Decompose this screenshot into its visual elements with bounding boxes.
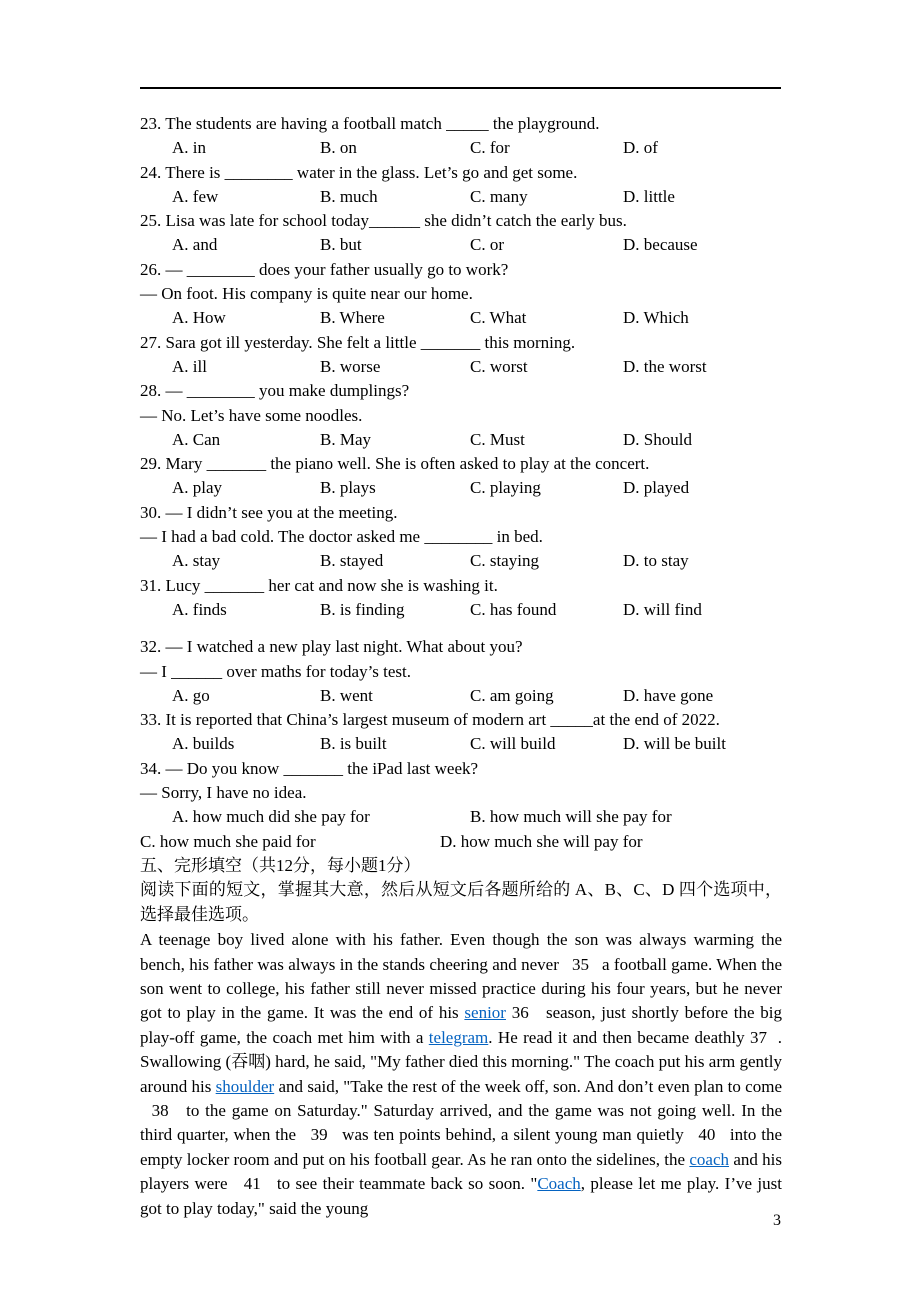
- question-block: [140, 379, 782, 452]
- option: D. Which: [623, 308, 689, 328]
- passage-link[interactable]: senior: [464, 1003, 506, 1023]
- option: B. Where: [320, 308, 385, 328]
- option: B. plays: [320, 478, 376, 498]
- option: A. Can: [172, 429, 221, 449]
- option: D. will be built: [623, 734, 726, 754]
- question-stem: 32. — I watched a new play last night. What about you?: [140, 637, 523, 657]
- page-number: 3: [773, 1212, 781, 1229]
- option: B. stayed: [320, 551, 384, 571]
- question-block: [140, 574, 782, 623]
- option: A. in: [172, 138, 206, 158]
- option: A. finds: [172, 599, 227, 619]
- option: C. Must: [470, 429, 525, 449]
- options-row: [140, 732, 782, 756]
- option: C. staying: [470, 551, 539, 571]
- question-stem: 34. — Do you know _______ the iPad last week?: [140, 758, 479, 778]
- option: C. for: [470, 138, 510, 158]
- option: C. am going: [470, 685, 554, 705]
- question-block: [140, 331, 782, 380]
- option: D. to stay: [623, 551, 689, 571]
- option: A. ill: [172, 356, 207, 376]
- option: D. how much she will pay for: [440, 831, 643, 851]
- question-stem: 31. Lucy _______ her cat and now she is washing it.: [140, 575, 498, 595]
- options-row: [140, 428, 782, 452]
- option: C. will build: [470, 734, 556, 754]
- question-stem: 24. There is ________ water in the glass. Let’s go and get some.: [140, 162, 578, 182]
- option: D. because: [623, 235, 698, 255]
- options-row: [140, 136, 782, 160]
- passage-text: and his players were 41 to see their teammate back so soon. ": [140, 1149, 782, 1194]
- option: D. of: [623, 138, 658, 158]
- option: C. has found: [470, 599, 557, 619]
- option: B. much: [320, 186, 378, 206]
- question-stem: 23. The students are having a football match _____ the playground.: [140, 114, 600, 133]
- option: A. stay: [172, 551, 221, 571]
- question-block: [140, 209, 782, 258]
- question-stem: 33. It is reported that China’s largest museum of modern art _____at the end of 2022.: [140, 710, 720, 730]
- option: C. worst: [470, 356, 528, 376]
- options-row: [140, 830, 782, 854]
- option: A. How: [172, 308, 226, 328]
- options-row: [140, 233, 782, 257]
- option: A. few: [172, 186, 219, 206]
- option: D. played: [623, 478, 690, 498]
- option: D. little: [623, 186, 675, 206]
- option: C. many: [470, 186, 528, 206]
- question-stem: — Sorry, I have no idea.: [140, 783, 307, 803]
- option: B. is finding: [320, 599, 405, 619]
- option: A. go: [172, 685, 210, 705]
- question-block: [140, 452, 782, 501]
- option: C. or: [470, 235, 504, 255]
- section-instructions: 阅读下面的短文，掌握其大意，然后从短文后各题所给的 A、B、C、D 四个选项中，选择最佳选项。: [140, 880, 782, 924]
- question-stem: 25. Lisa was late for school today______ she didn’t catch the early bus.: [140, 211, 627, 231]
- option: C. playing: [470, 478, 541, 498]
- question-block: [140, 635, 782, 708]
- options-row: [140, 355, 782, 379]
- option: B. but: [320, 235, 362, 255]
- passage-link[interactable]: coach: [689, 1149, 730, 1169]
- option: D. Should: [623, 429, 692, 449]
- options-row: [140, 598, 782, 622]
- option: A. and: [172, 235, 218, 255]
- question-stem: 29. Mary _______ the piano well. She is often asked to play at the concert.: [140, 454, 650, 474]
- question-block: [140, 112, 782, 161]
- question-stem: — On foot. His company is quite near our home.: [140, 284, 473, 304]
- question-stem: 28. — ________ you make dumplings?: [140, 381, 410, 401]
- option: D. the worst: [623, 356, 707, 376]
- option: B. worse: [320, 356, 381, 376]
- option: D. will find: [623, 599, 702, 619]
- option: B. went: [320, 685, 373, 705]
- option: B. on: [320, 138, 357, 158]
- passage-text: . He read it and then became deathly 37 . Swallowing (吞咽) hard, he said, "My father died this morning." The coach put his arm gently around his: [140, 1027, 783, 1096]
- options-row: [140, 185, 782, 209]
- option: B. how much will she pay for: [470, 807, 672, 827]
- option: C. how much she paid for: [140, 831, 316, 851]
- question-block: [140, 708, 782, 757]
- question-stem: 30. — I didn’t see you at the meeting.: [140, 502, 398, 522]
- options-row: [140, 306, 782, 330]
- options-row: [140, 684, 782, 708]
- passage-link[interactable]: Coach: [537, 1174, 581, 1194]
- question-block: [140, 757, 782, 854]
- question-stem: — I ______ over maths for today’s test.: [140, 661, 412, 681]
- question-stem: 27. Sara got ill yesterday. She felt a little _______ this morning.: [140, 332, 576, 352]
- options-row: [140, 549, 782, 573]
- options-row: [140, 805, 782, 829]
- document-content: [140, 112, 782, 1221]
- header-rule: [140, 87, 781, 89]
- option: D. have gone: [623, 685, 714, 705]
- question-block: [140, 161, 782, 210]
- section-title: 五、完形填空（共12分，每小题1分）: [140, 855, 421, 875]
- passage-text: , please let me play. I’ve just got to play today," said the young: [140, 1174, 782, 1218]
- option: B. May: [320, 429, 371, 449]
- passage-link[interactable]: shoulder: [215, 1076, 275, 1096]
- question-stem: — I had a bad cold. The doctor asked me ________ in bed.: [140, 527, 543, 547]
- option: A. builds: [172, 734, 235, 754]
- question-block: [140, 258, 782, 331]
- questions: [140, 112, 782, 854]
- question-stem: 26. — ________ does your father usually go to work?: [140, 259, 509, 279]
- question-stem: — No. Let’s have some noodles.: [140, 405, 363, 425]
- options-row: [140, 476, 782, 500]
- cloze-passage: [140, 928, 782, 1221]
- option: A. how much did she pay for: [172, 807, 370, 827]
- option: C. What: [470, 308, 527, 328]
- option: B. is built: [320, 734, 387, 754]
- passage-text: 36 season, just shortly before the big play-off game, the coach met him with a: [140, 1003, 782, 1047]
- question-block: [140, 501, 782, 574]
- passage-link[interactable]: telegram: [428, 1027, 489, 1047]
- option: A. play: [172, 478, 223, 498]
- passage-text: A teenage boy lived alone with his father. Even though the son was always warming the bench, his father was always in the stands cheering and never 35 a football game. When the son went to college, his father still never missed practice during his four years, but he never got to play in the game. It was the end of his: [140, 930, 782, 1023]
- passage-text: and said, "Take the rest of the week off, son. And don’t even plan to come 38 to the game on Saturday." Saturday arrived, and the game was not going well. In the third quarter, when the 39 was ten points behind, a silent young man quietly 40 into the empty locker room and put on his football gear. As he ran onto the sidelines, the: [140, 1076, 782, 1169]
